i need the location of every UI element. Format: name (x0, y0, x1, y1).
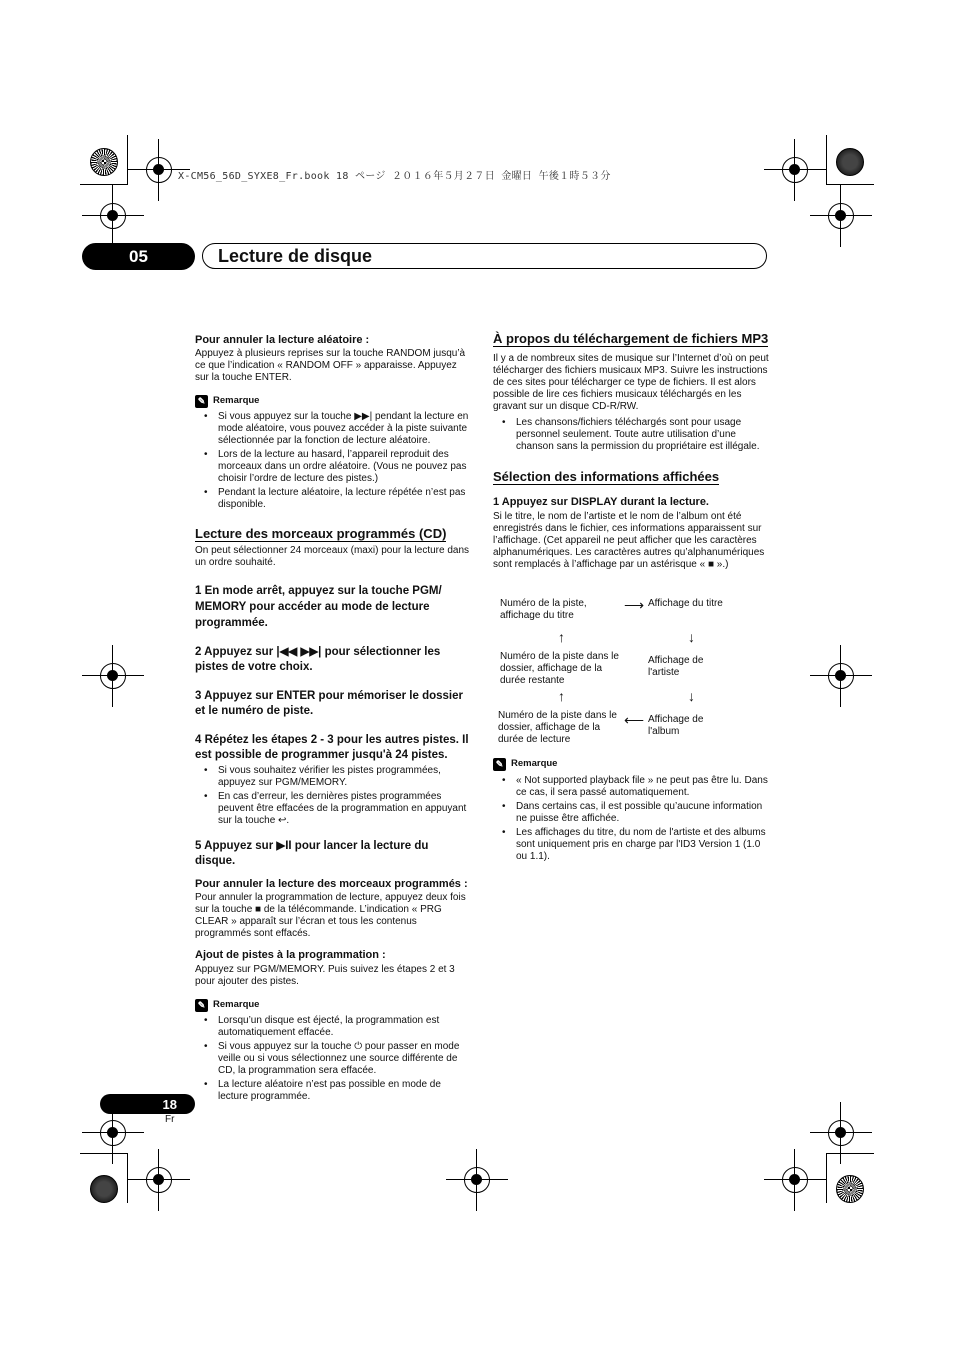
flow-box-artist: Affichage de l'artiste (648, 655, 704, 678)
section-title-program: Lecture des morceaux programmés (CD) (195, 526, 447, 541)
crop-line (826, 184, 874, 185)
note-list (195, 411, 471, 511)
flow-box-title: Affichage du titre (648, 598, 723, 609)
note-pencil-icon: ✎ (195, 395, 208, 408)
step-3: 3 Appuyez sur ENTER pour mémoriser le dossier et le numéro de piste. (195, 690, 463, 717)
crosshair-mark (464, 1167, 490, 1193)
list-item: • Dans certains cas, il est possible qu’aucune information ne puisse être affichée. (493, 801, 769, 825)
arrow-down-icon: ↓ (688, 629, 695, 645)
note-list (493, 775, 769, 863)
display-text: Si le titre, le nom de l’artiste et le nom de l’album ont été enregistrés dans le fichier, ces informations apparaissent sur l’affichage. (Cet appareil ne peut afficher que les caractères alphanumériques. Les caractères autres qu’alphanumériques sont remplacés à l’affichage par un astérisque « ■ ».) (493, 511, 765, 570)
note-pencil-icon: ✎ (493, 758, 506, 771)
section-title-display: Sélection des informations affichées (493, 469, 720, 484)
list-item: • La lecture aléatoire n’est pas possible en mode de lecture programmée. (195, 1079, 471, 1103)
list-item: • Pendant la lecture aléatoire, la lecture répétée n’est pas disponible. (195, 487, 471, 511)
arrow-left-icon: ⟵ (624, 712, 645, 728)
registration-disc-tl (90, 148, 118, 176)
cancel-random-title: Pour annuler la lecture aléatoire : (195, 334, 370, 346)
mp3-list (493, 417, 769, 453)
step-2: 2 Appuyez sur |◀◀ ▶▶| pour sélectionner les pistes de votre choix. (195, 646, 441, 673)
list-item: • En cas d’erreur, les dernières pistes programmées peuvent être effacées de la programmation en appuyant sur la touche ↩. (195, 791, 471, 827)
list-item: • Lors de la lecture au hasard, l’appareil reproduit des morceaux dans un ordre aléatoire. (Vous ne pouvez pas choisir l’ordre de lecture des pistes.) (195, 449, 471, 485)
crosshair-mark (146, 157, 172, 183)
crop-line (127, 1153, 128, 1203)
crop-line (826, 135, 827, 185)
registration-disc-bl (90, 1175, 118, 1203)
arrow-right-icon: ⟶ (624, 597, 645, 613)
display-step-1: 1 Appuyez sur DISPLAY durant la lecture. (493, 496, 709, 508)
arrow-down-icon: ↓ (688, 688, 695, 704)
language-code: Fr (165, 1114, 175, 1125)
note-pencil-icon: ✎ (195, 999, 208, 1012)
flow-box-remaining-time: Numéro de la piste dans le dossier, affichage de la durée restante (500, 651, 619, 686)
note-label: Remarque (213, 999, 260, 1010)
flow-box-play-time: Numéro de la piste dans le dossier, affichage de la durée de lecture (498, 710, 617, 745)
arrow-up-icon: ↑ (558, 688, 565, 704)
crop-line (826, 1153, 874, 1154)
crosshair-mark (782, 1167, 808, 1193)
crosshair-mark (828, 1120, 854, 1146)
left-column (195, 333, 471, 1103)
add-tracks-title: Ajout de pistes à la programmation : (195, 949, 386, 961)
step-4-list (195, 765, 471, 827)
crosshair-mark (828, 203, 854, 229)
list-item: • Si vous appuyez sur la touche ⏻ pour passer en mode veille ou si vous sélectionnez une source différente de CD, la programmation sera effacée. (195, 1041, 471, 1077)
flow-box-track-title: Numéro de la piste, affichage du titre (500, 598, 587, 621)
note-heading (195, 998, 471, 1012)
step-4: 4 Répétez les étapes 2 - 3 pour les autres pistes. Il est possible de programmer jusqu'à 24 pistes. (195, 734, 469, 761)
list-item: • Les chansons/fichiers téléchargés sont pour usage personnel seulement. Toute autre utilisation d’une chanson sans la permission du propriétaire est illégale. (493, 417, 769, 453)
crosshair-mark (100, 663, 126, 689)
cancel-program-text: Pour annuler la programmation de lecture, appuyez deux fois sur la touche ■ de la télécommande. L’indication « PRG CLEAR » apparaît sur l’écran et tous les contenus programmés sont effacés. (195, 892, 466, 939)
crop-line (80, 1153, 128, 1154)
list-item: • « Not supported playback file » ne peut pas être lu. Dans ce cas, il sera passé automatiquement. (493, 775, 769, 799)
section-title-mp3: À propos du téléchargement de fichiers MP3 (493, 331, 769, 346)
step-5: 5 Appuyez sur ▶II pour lancer la lecture du disque. (195, 840, 429, 867)
right-column (493, 331, 769, 571)
note-label: Remarque (511, 758, 558, 769)
list-item: • Si vous appuyez sur la touche ▶▶| pendant la lecture en mode aléatoire, vous pouvez accéder à la piste suivante sélectionnée par la fonction de lecture aléatoire. (195, 411, 471, 447)
note-heading (195, 394, 471, 408)
crop-line (127, 135, 128, 185)
registration-disc-tr (836, 148, 864, 176)
crosshair-mark (100, 1120, 126, 1146)
cancel-random-text: Appuyez à plusieurs reprises sur la touche RANDOM jusqu’à ce que l’indication « RANDOM OFF » apparaisse. Appuyez sur la touche ENTER. (195, 348, 466, 383)
mp3-text: Il y a de nombreux sites de musique sur l’Internet d’où on peut télécharger des fichiers musicaux MP3. Suivre les instructions de ces sites pour télécharger ce type de fichiers. Il est alors possible de lire ces fichiers musicaux téléchargés en les gravant sur un disque CD-R/RW. (493, 353, 769, 412)
print-header: X-CM56_56D_SYXE8_Fr.book 18 ページ ２０１６年５月２７日 金曜日 午後１時５３分 (178, 171, 611, 182)
page-number: 18 (100, 1094, 195, 1114)
crosshair-mark (782, 157, 808, 183)
registration-disc-br (836, 1175, 864, 1203)
list-item: • Lorsqu’un disque est éjecté, la programmation est automatiquement effacée. (195, 1015, 471, 1039)
crosshair-mark (146, 1167, 172, 1193)
chapter-title: Lecture de disque (218, 246, 373, 266)
arrow-up-icon: ↑ (558, 629, 565, 645)
right-note (493, 757, 769, 863)
list-item: • Les affichages du titre, du nom de l'artiste et des albums sont uniquement pris en charge par l'ID3 Version 1 (1.0 ou 1.1). (493, 827, 769, 863)
crop-line (826, 1153, 827, 1203)
crosshair-mark (828, 663, 854, 689)
note-heading (493, 757, 769, 771)
flow-box-album: Affichage de l'album (648, 714, 704, 737)
crop-line (80, 184, 128, 185)
note-label: Remarque (213, 395, 260, 406)
cancel-program-title: Pour annuler la lecture des morceaux programmés : (195, 878, 468, 890)
list-item: • Si vous souhaitez vérifier les pistes programmées, appuyez sur PGM/MEMORY. (195, 765, 471, 789)
chapter-number: 05 (82, 243, 195, 270)
step-1: 1 En mode arrêt, appuyez sur la touche PGM/ MEMORY pour accéder au mode de lecture programmée. (195, 585, 442, 629)
crosshair-mark (100, 203, 126, 229)
note-list (195, 1015, 471, 1103)
add-tracks-text: Appuyez sur PGM/MEMORY. Puis suivez les étapes 2 et 3 pour ajouter des pistes. (195, 964, 455, 987)
program-intro: On peut sélectionner 24 morceaux (maxi) pour la lecture dans un ordre souhaité. (195, 545, 470, 568)
